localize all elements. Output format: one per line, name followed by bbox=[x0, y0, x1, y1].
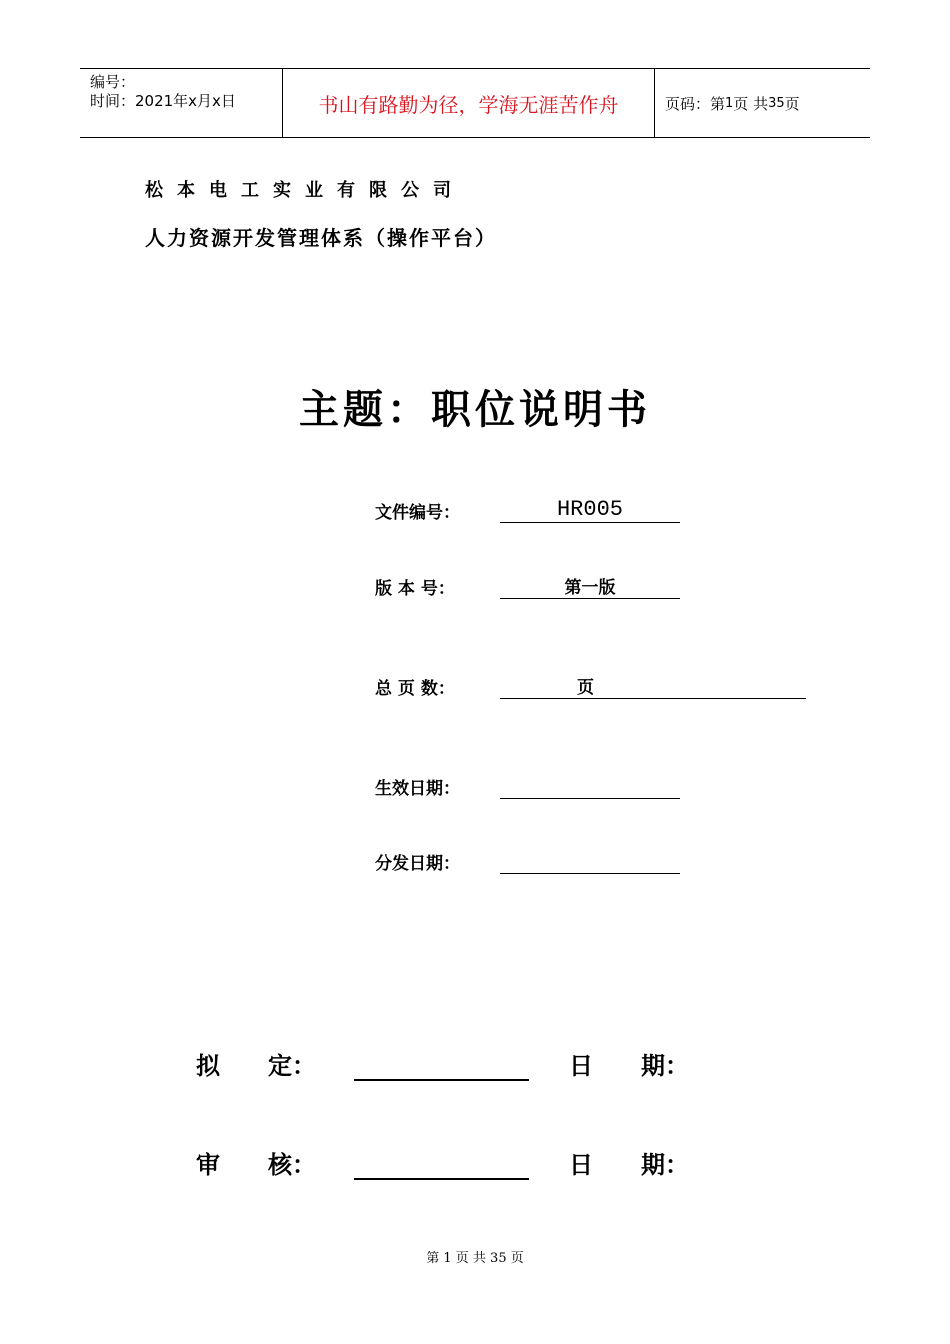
header-page-info bbox=[655, 69, 870, 137]
header-page-suffix: 页 bbox=[784, 94, 800, 113]
total-pages-row bbox=[375, 672, 806, 699]
version-value: 第一版 bbox=[564, 578, 616, 598]
doc-number-label: 文件编号： bbox=[375, 503, 460, 523]
doc-number-line bbox=[500, 496, 680, 523]
total-pages-value: 页 bbox=[577, 678, 594, 698]
header-page-mid: 页 共 bbox=[733, 94, 769, 113]
review-date-label: 日 期： bbox=[569, 1150, 689, 1179]
header-motto: 书山有路勤为径，学海无涯苦作舟 bbox=[282, 69, 655, 137]
header-page-num: 1 bbox=[725, 95, 734, 111]
header-time-label: 时间：2021年x月x日 bbox=[90, 92, 236, 110]
total-pages-line bbox=[500, 672, 806, 699]
system-name: 人力资源开发管理体系（操作平台） bbox=[145, 226, 497, 250]
doc-number-row bbox=[375, 496, 680, 523]
effective-date-row bbox=[375, 772, 680, 799]
company-name: 松本电工实业有限公司 bbox=[145, 180, 465, 201]
draft-line bbox=[354, 1051, 529, 1081]
version-line bbox=[500, 572, 680, 599]
draft-label: 拟 定： bbox=[196, 1051, 316, 1080]
total-pages-label: 总 页 数： bbox=[375, 679, 455, 699]
issue-date-row bbox=[375, 847, 680, 874]
page-header bbox=[80, 68, 870, 138]
version-label: 版 本 号： bbox=[375, 579, 455, 599]
effective-date-line bbox=[500, 772, 680, 799]
header-page-prefix: 页码：第 bbox=[665, 94, 726, 113]
review-sign-row bbox=[196, 1145, 689, 1180]
draft-sign-row bbox=[196, 1046, 689, 1081]
issue-date-line bbox=[500, 847, 680, 874]
review-label: 审 核： bbox=[196, 1150, 316, 1179]
effective-date-label: 生效日期： bbox=[375, 779, 460, 799]
version-row bbox=[375, 572, 680, 599]
page-footer: 第 1 页 共 35 页 bbox=[426, 1251, 524, 1266]
header-left-cell bbox=[80, 69, 282, 137]
issue-date-label: 分发日期： bbox=[375, 854, 460, 874]
review-line bbox=[354, 1150, 529, 1180]
draft-date-label: 日 期： bbox=[569, 1051, 689, 1080]
header-number-label: 编号： bbox=[90, 73, 136, 91]
header-page-total: 35 bbox=[768, 95, 785, 111]
document-title: 主题：职位说明书 bbox=[299, 386, 651, 433]
doc-number-value: HR005 bbox=[556, 497, 623, 522]
